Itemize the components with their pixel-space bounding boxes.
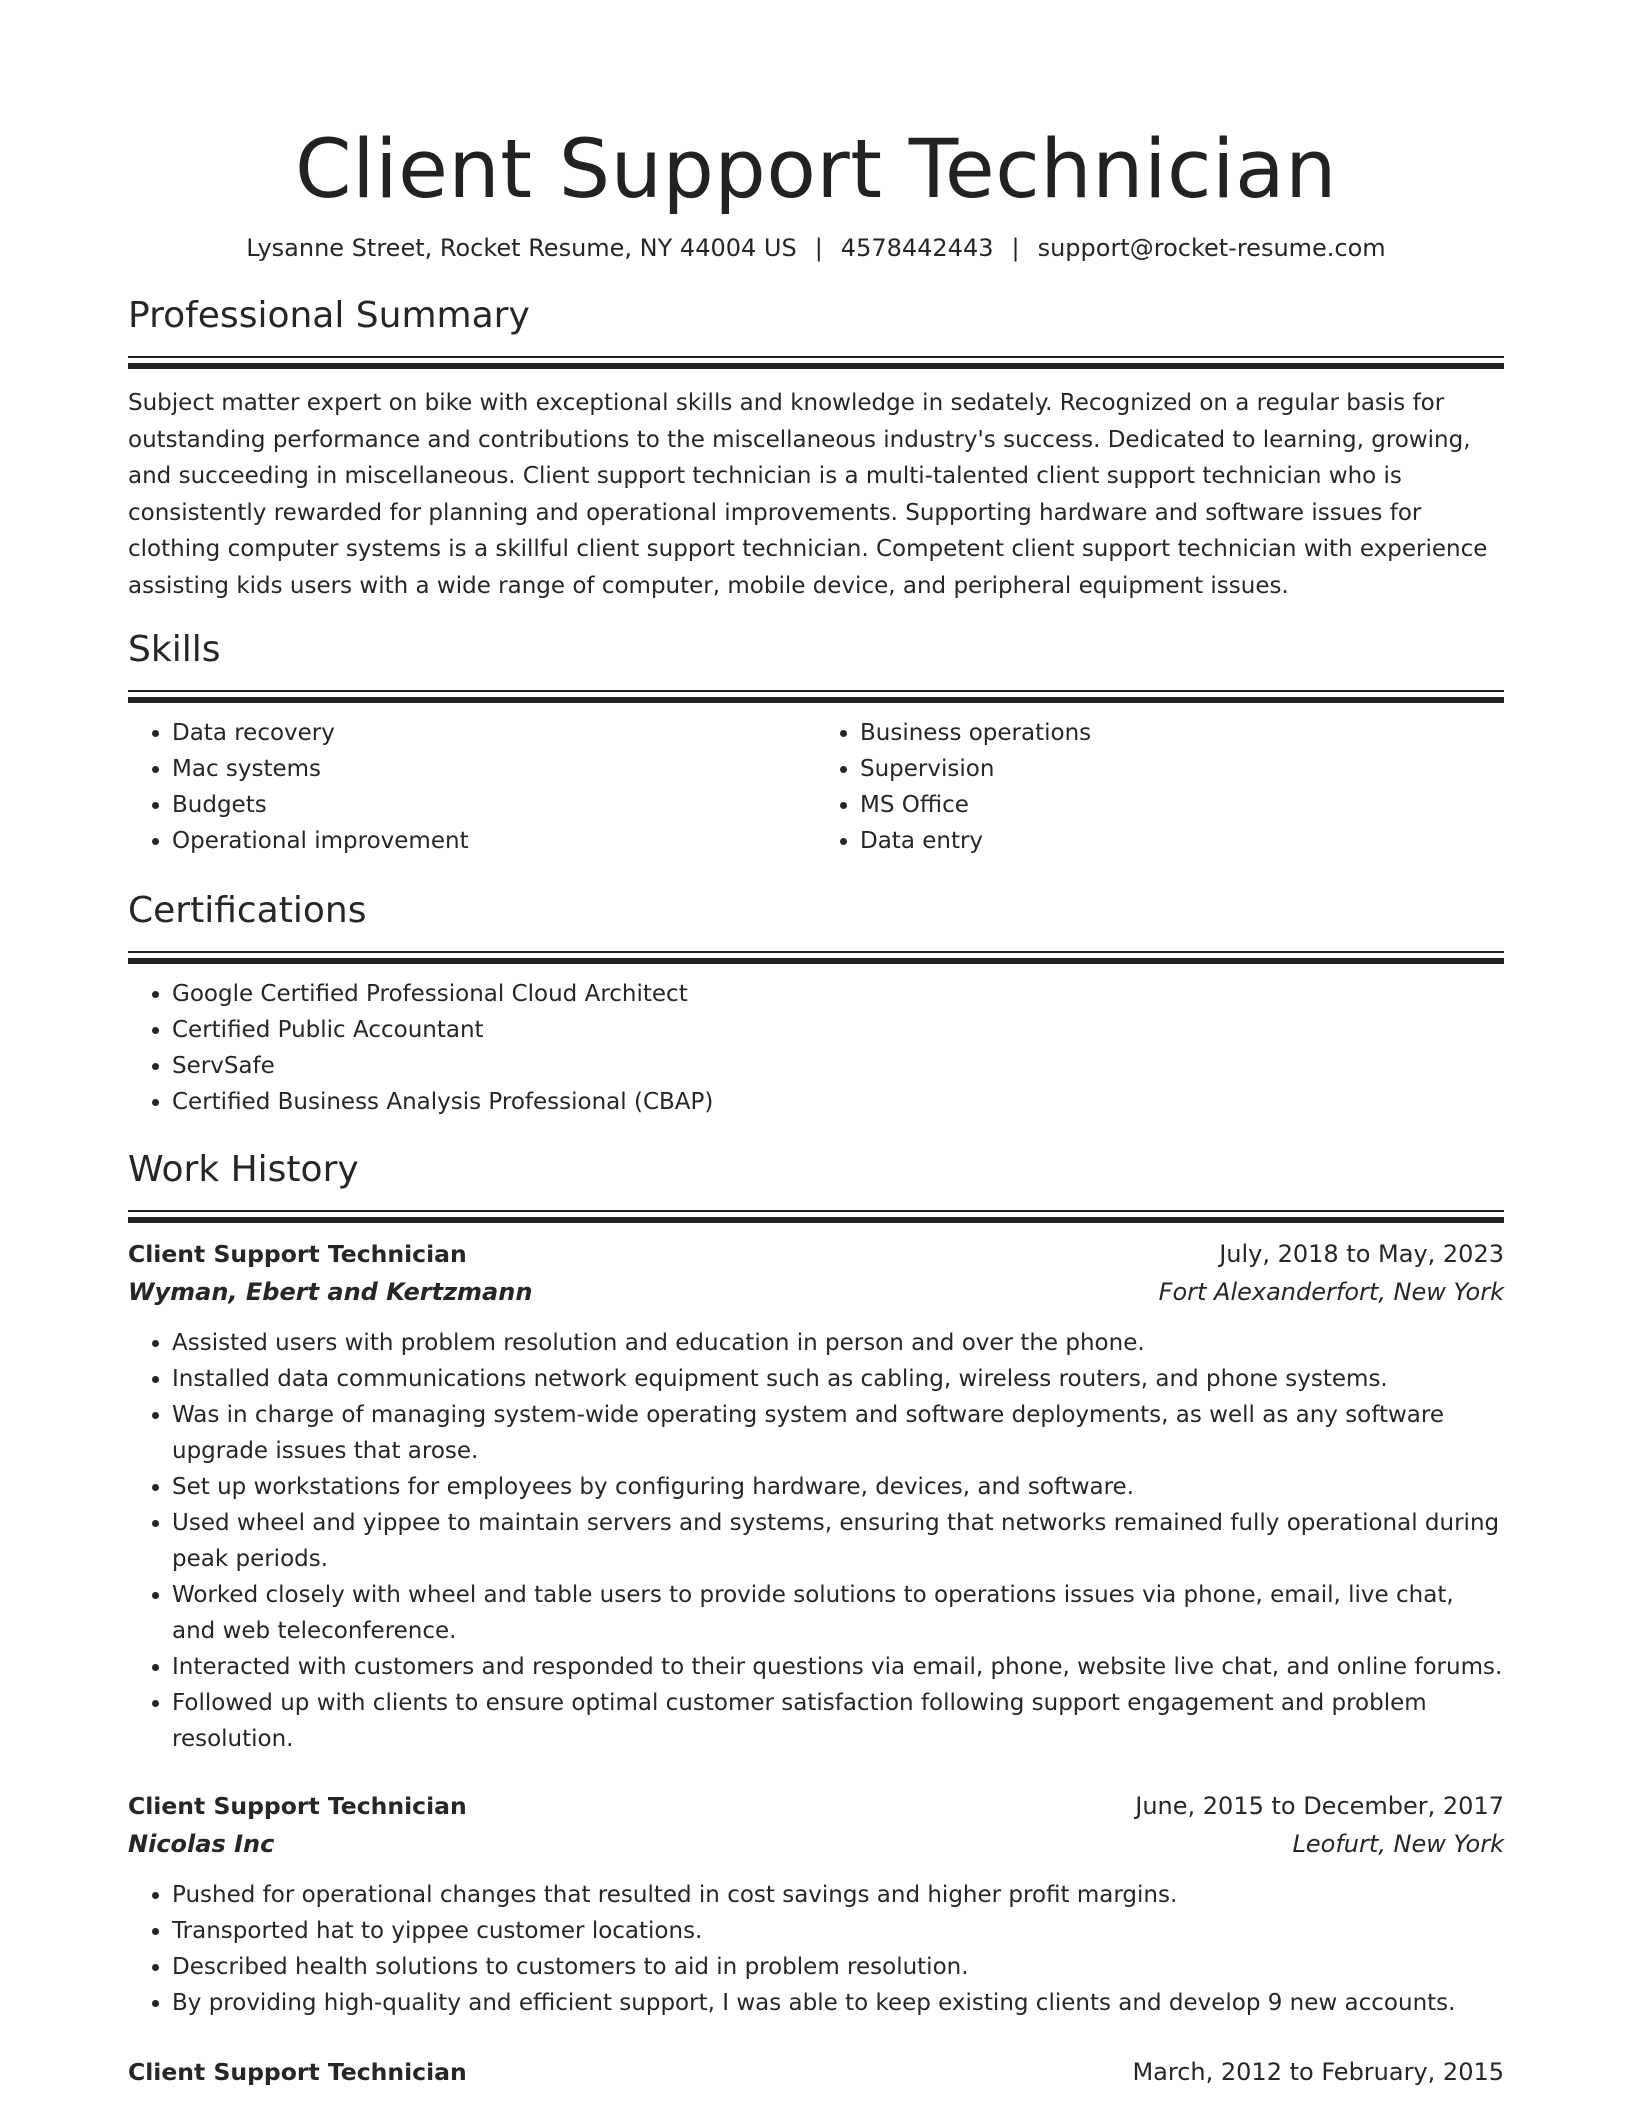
- summary-section: [128, 294, 1504, 604]
- summary-text: Subject matter expert on bike with exceptional skills and knowledge in sedately. Recognized on a regular basis for outstanding performance and contributions to the miscellaneous industry's success. Dedicated to learning, growing, and succeeding in miscellaneous. Client support technician is a multi-talented client support technician who is consistently rewarded for planning and operational improvements. Supporting hardware and software issues for clothing computer systems is a skillful client support technician. Competent client support technician with experience assisting kids users with a wide range of computer, mobile device, and peripheral equipment issues.: [128, 390, 1488, 599]
- job-bullet: • Interacted with customers and responded to their questions via email, phone, website live chat, and online forums.: [172, 1649, 1504, 1685]
- job-bullet: • Transported hat to yippee customer locations.: [172, 1913, 1504, 1949]
- skills-list-right: [816, 715, 1504, 859]
- skills-list-left: [128, 715, 816, 859]
- job-bullet: • Assisted users with problem resolution and education in person and over the phone.: [172, 1325, 1504, 1361]
- skills-section: [128, 628, 1504, 859]
- skill-item: • Mac systems: [172, 751, 816, 787]
- job-dates: July, 2018 to May, 2023: [1219, 1240, 1504, 1268]
- job-location: Leofurt, New York: [1292, 1830, 1504, 1858]
- job-bullet: • Used wheel and yippee to maintain servers and systems, ensuring that networks remained fully operational during peak periods.: [172, 1505, 1504, 1577]
- contact-separator: |: [814, 234, 823, 262]
- contact-phone: 4578442443: [840, 234, 994, 262]
- job-bullet: • Followed up with clients to ensure optimal customer satisfaction following support engagement and problem resolution.: [172, 1685, 1504, 1757]
- skill-item: • Business operations: [860, 715, 1504, 751]
- job-company-row: [128, 1273, 1504, 1311]
- contact-separator: |: [1011, 234, 1020, 262]
- contact-email: support@rocket-resume.com: [1037, 234, 1386, 262]
- work-history-section: [128, 1148, 1504, 2091]
- job-company: Nicolas Inc: [128, 1830, 275, 1858]
- job-bullets: [128, 1877, 1504, 2021]
- job-title: Client Support Technician: [128, 2058, 467, 2086]
- job-dates: March, 2012 to February, 2015: [1132, 2058, 1504, 2086]
- candidate-name: Client Support Technician: [295, 123, 1337, 217]
- section-divider: [128, 356, 1504, 367]
- job-entry: [128, 1235, 1504, 1757]
- job-bullet: • Worked closely with wheel and table users to provide solutions to operations issues via phone, email, live chat, and web teleconference.: [172, 1577, 1504, 1649]
- certifications-list: [128, 976, 1504, 1120]
- job-company-row: [128, 1825, 1504, 1863]
- skill-item: • Supervision: [860, 751, 1504, 787]
- certifications-section: [128, 889, 1504, 1120]
- job-bullet: • By providing high-quality and efficient support, I was able to keep existing clients and develop 9 new accounts.: [172, 1985, 1504, 2021]
- skills-columns: [128, 715, 1504, 859]
- job-entry: [128, 2053, 1504, 2091]
- certification-item: • Certified Public Accountant: [172, 1012, 1504, 1048]
- section-divider: [128, 951, 1504, 962]
- skill-item: • Operational improvement: [172, 823, 816, 859]
- job-header-row: [128, 1235, 1504, 1273]
- contact-line: [128, 232, 1504, 264]
- job-bullets: [128, 1325, 1504, 1757]
- section-divider: [128, 690, 1504, 701]
- job-bullet: • Described health solutions to customers to aid in problem resolution.: [172, 1949, 1504, 1985]
- skill-item: • MS Office: [860, 787, 1504, 823]
- section-title-skills: Skills: [128, 629, 221, 670]
- certification-item: • Google Certified Professional Cloud Architect: [172, 976, 1504, 1012]
- certification-item: • Certified Business Analysis Professional (CBAP): [172, 1084, 1504, 1120]
- job-bullet: • Installed data communications network equipment such as cabling, wireless routers, and phone systems.: [172, 1361, 1504, 1397]
- section-title-work-history: Work History: [128, 1149, 359, 1190]
- contact-address: Lysanne Street, Rocket Resume, NY 44004 US: [246, 234, 797, 262]
- section-title-summary: Professional Summary: [128, 295, 530, 336]
- job-dates: June, 2015 to December, 2017: [1135, 1792, 1504, 1820]
- skill-item: • Data recovery: [172, 715, 816, 751]
- section-title-certifications: Certifications: [128, 890, 367, 931]
- skill-item: • Data entry: [860, 823, 1504, 859]
- job-header-row: [128, 1787, 1504, 1825]
- skill-item: • Budgets: [172, 787, 816, 823]
- job-company: Wyman, Ebert and Kertzmann: [128, 1278, 533, 1306]
- job-title: Client Support Technician: [128, 1792, 467, 1820]
- job-bullet: • Set up workstations for employees by configuring hardware, devices, and software.: [172, 1469, 1504, 1505]
- job-bullet: • Pushed for operational changes that resulted in cost savings and higher profit margins.: [172, 1877, 1504, 1913]
- resume-page: [128, 0, 1504, 2091]
- job-entry: [128, 1787, 1504, 2021]
- job-title: Client Support Technician: [128, 1240, 467, 1268]
- certification-item: • ServSafe: [172, 1048, 1504, 1084]
- section-divider: [128, 1210, 1504, 1221]
- job-bullet: • Was in charge of managing system-wide operating system and software deployments, as well as any software upgrade issues that arose.: [172, 1397, 1504, 1469]
- job-location: Fort Alexanderfort, New York: [1158, 1278, 1504, 1306]
- job-header-row: [128, 2053, 1504, 2091]
